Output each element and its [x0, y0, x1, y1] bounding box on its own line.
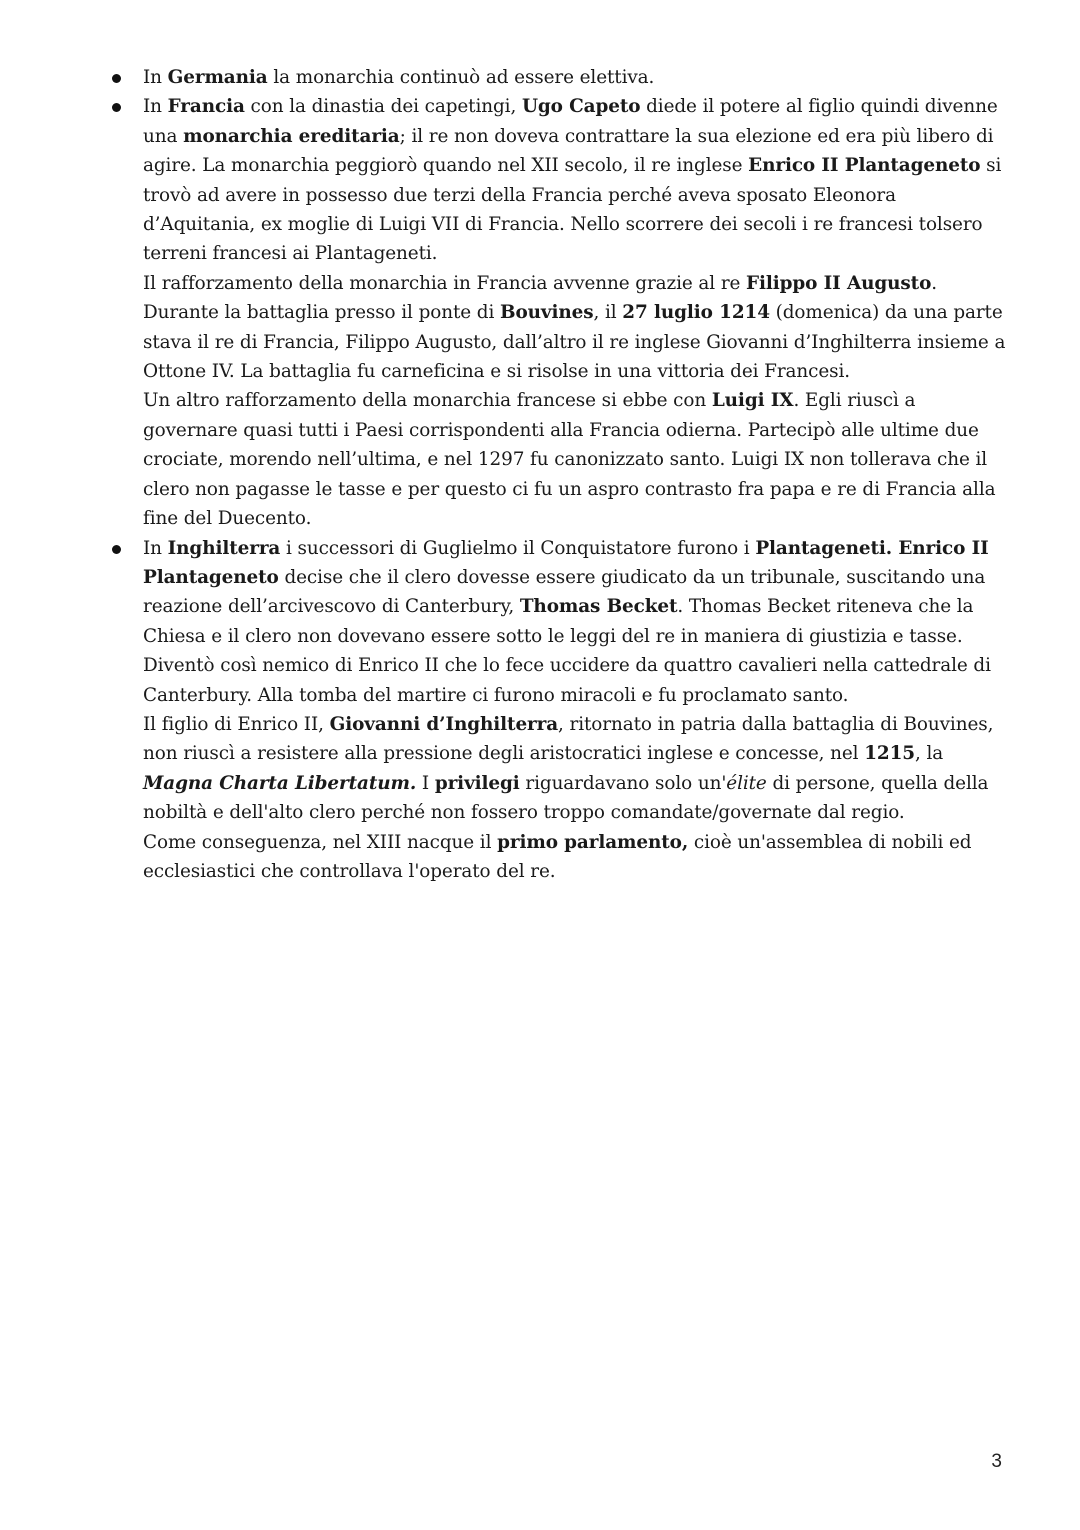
- bold-text: Ugo Capeto: [521, 96, 641, 118]
- paragraph-thomas-becket: [143, 534, 1008, 710]
- text-run: Il rafforzamento della monarchia in Francia avvenne grazie al re: [143, 272, 747, 294]
- text-run: la monarchia continuò ad essere elettiva.: [267, 67, 655, 88]
- text-run: , il: [593, 302, 623, 324]
- text-run: In: [143, 67, 168, 88]
- text-run: In: [143, 96, 168, 118]
- paragraph-germania: [143, 63, 1008, 92]
- text-run: cioè un'assemblea di nobili ed ecclesiastici che controllava l'operato del re.: [143, 831, 972, 882]
- list-item-germania: [108, 63, 1008, 92]
- text-run: diede il potere al figlio quindi divenne una: [143, 96, 998, 147]
- bold-text: privilegi: [434, 772, 520, 794]
- bold-italic-text: [143, 773, 416, 794]
- text-run: , la: [915, 743, 944, 765]
- text-run: (domenica) da una parte stava il re di Francia, Filippo Augusto, dall’altro il re inglese Giovanni d’Inghilterra insieme a Ottone IV. La battaglia fu carneficina e si risolse in una vittoria dei Francesi.: [143, 302, 1006, 383]
- bold-text: Giovanni d’Inghilterra: [329, 713, 559, 735]
- text-run: con la dinastia dei capetingi,: [244, 96, 522, 118]
- bullet-icon: [112, 74, 121, 83]
- bold-text: Francia: [167, 96, 245, 118]
- paragraph-parlamento: [143, 828, 1008, 887]
- bold-text: Plantageneti. Enrico II Plantageneto: [143, 537, 989, 588]
- text-run: . Egli riuscì a governare quasi tutti i Paesi corrispondenti alla Francia odierna. Partecipò alle ultime due crociate, morendo nell’ultima, e nel 1297 fu canonizzato santo. Luigi IX non tollerava che il clero non pagasse le tasse e per questo ci fu un aspro contrasto fra papa e re di Francia alla fine del Duecento.: [143, 390, 996, 530]
- text-run: Il figlio di Enrico II,: [143, 713, 330, 735]
- bold-text: Luigi IX: [711, 390, 794, 412]
- text-run: i successori di Guglielmo il Conquistatore furono i: [280, 537, 756, 559]
- text-run: riguardavano solo un': [519, 772, 727, 794]
- paragraph-magna-charta: [143, 710, 1008, 828]
- text-run: ; il re non doveva contrattare la sua elezione ed era più libero di agire. La monarchia peggiorò quando nel XII secolo, il re inglese: [143, 125, 994, 177]
- text-run: decise che il clero dovesse essere giudicato da un tribunale, suscitando una reazione dell’arcivescovo di Canterbury,: [143, 566, 986, 618]
- page-number: 3: [991, 1451, 1002, 1472]
- bold-text: primo parlamento,: [497, 831, 689, 853]
- bold-text: Bouvines: [500, 302, 594, 324]
- text-run: , ritornato in patria dalla battaglia di Bouvines, non riuscì a resistere alla pressione degli aristocratici inglese e concesse, nel: [143, 713, 994, 765]
- italic-text: élite: [726, 772, 767, 794]
- emphasis-text: Magna Charta Libertatum.: [143, 772, 417, 794]
- paragraph-francia-capetingi: [143, 92, 1008, 268]
- paragraph-filippo-augusto: [143, 269, 1008, 387]
- text-run: Un altro rafforzamento della monarchia francese si ebbe con: [143, 390, 712, 412]
- bold-text: monarchia ereditaria: [183, 125, 400, 147]
- text-run: si trovò ad avere in possesso due terzi della Francia perché aveva sposato Eleonora d’Aquitania, ex moglie di Luigi VII di Francia. Nello scorrere dei secoli i re francesi tolsero terreni francesi ai Plantageneti.: [143, 155, 1002, 265]
- text-run: In: [143, 537, 168, 559]
- text-run: Come conseguenza, nel XIII nacque il: [143, 831, 498, 853]
- bold-text: Inghilterra: [167, 537, 281, 559]
- text-run: . Thomas Becket riteneva che la Chiesa e il clero non dovevano essere sotto le leggi del re in maniera di giustizia e tasse. Diventò così nemico di Enrico II che lo fece uccidere da quattro cavalieri nella cattedrale di Canterbury. Alla tomba del martire ci furono miracoli e fu proclamato santo.: [143, 596, 991, 706]
- bold-text: Enrico II Plantageneto: [748, 155, 981, 177]
- bold-text: 27 luglio 1214: [622, 302, 770, 324]
- bullet-list: [108, 63, 1008, 886]
- bold-text: Thomas Becket: [519, 596, 678, 618]
- paragraph-luigi-ix: [143, 386, 1008, 533]
- bold-text: Filippo II Augusto: [746, 272, 932, 294]
- bullet-icon: [112, 103, 121, 112]
- text-run: di persone, quella della nobiltà e dell'alto clero perché non fossero troppo comandate/governate dal regio.: [143, 772, 989, 824]
- bold-text: 1215: [864, 743, 916, 765]
- list-item-inghilterra: [108, 534, 1008, 887]
- text-run: I: [416, 772, 435, 794]
- text-run: . Durante la battaglia presso il ponte di: [143, 272, 937, 324]
- bullet-icon: [112, 545, 121, 554]
- bold-text: Germania: [167, 67, 268, 88]
- list-item-francia: [108, 92, 1008, 533]
